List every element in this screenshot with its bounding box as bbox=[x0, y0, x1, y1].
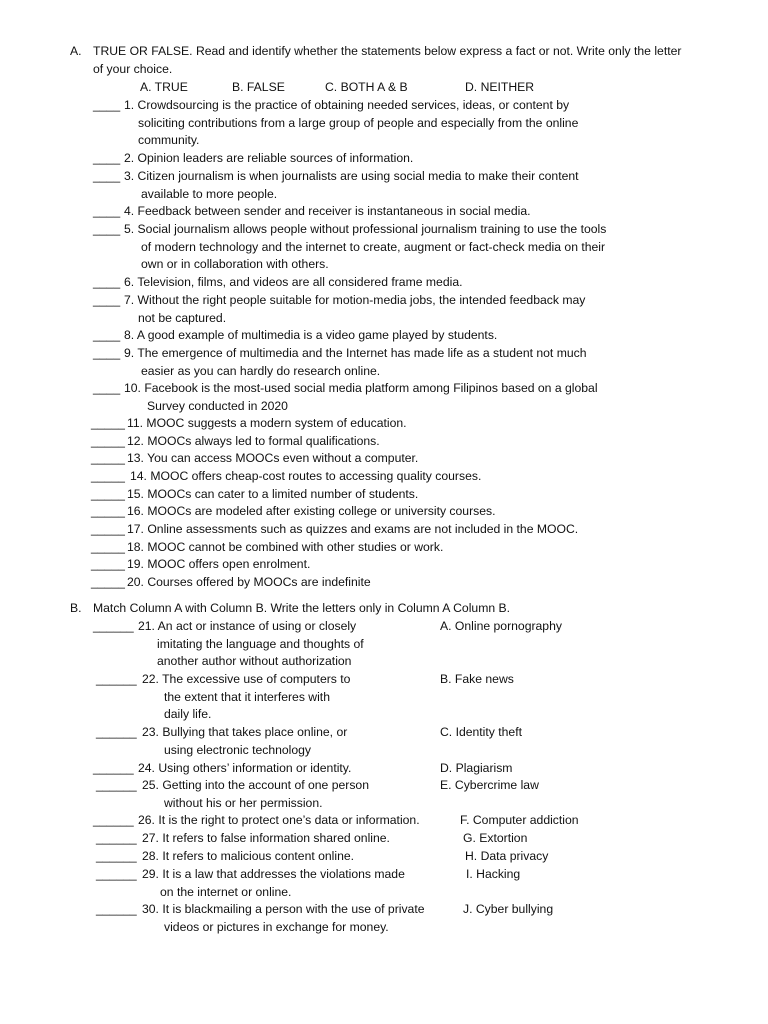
answer-blank-15: _____ bbox=[91, 487, 125, 501]
column-b-choice: G. Extortion bbox=[463, 831, 528, 845]
match-item-22-text-cont: the extent that it interferes with bbox=[164, 689, 330, 704]
match-item-22-text: 22. The excessive use of computers to bbox=[142, 672, 351, 686]
section-b-instruction: Match Column A with Column B. Write the letters only in Column A Column B. bbox=[93, 601, 511, 615]
question-17-text: 17. Online assessments such as quizzes and exams are not included in the MOOC. bbox=[127, 522, 579, 536]
match-item-22-text-cont: daily life. bbox=[164, 707, 212, 722]
question-10-text: 10. Facebook is the most-used social media platform among Filipinos based on a global bbox=[124, 381, 598, 395]
question-4-text: 4. Feedback between sender and receiver is instantaneous in social media. bbox=[124, 204, 531, 218]
answer-blank-25: ______ bbox=[96, 778, 137, 792]
answer-blank-8: ____ bbox=[93, 328, 121, 342]
question-19-text: 19. MOOC offers open enrolment. bbox=[127, 557, 311, 571]
section-a-instruction-cont: of your choice. bbox=[93, 62, 173, 76]
column-b-choice: B. Fake news bbox=[440, 672, 514, 686]
answer-blank-2: ____ bbox=[93, 151, 121, 165]
match-item-30-text: 30. It is blackmailing a person with the use of private bbox=[142, 902, 425, 916]
question-11-text: 11. MOOC suggests a modern system of education. bbox=[127, 416, 407, 430]
answer-blank-3: ____ bbox=[93, 169, 121, 183]
answer-blank-20: _____ bbox=[91, 575, 125, 589]
answer-blank-23: ______ bbox=[96, 725, 137, 739]
answer-blank-13: _____ bbox=[91, 451, 125, 465]
option-c: C. BOTH A & B bbox=[325, 80, 408, 94]
column-b-choice: C. Identity theft bbox=[440, 725, 522, 739]
answer-blank-16: _____ bbox=[91, 504, 125, 518]
answer-blank-24: ______ bbox=[93, 761, 134, 775]
question-20-text: 20. Courses offered by MOOCs are indefinite bbox=[127, 575, 371, 589]
column-b-choice: J. Cyber bullying bbox=[463, 902, 554, 916]
column-b-choice: E. Cybercrime law bbox=[440, 778, 539, 792]
answer-blank-17: _____ bbox=[91, 522, 125, 536]
match-item-30-text-cont: videos or pictures in exchange for money. bbox=[164, 919, 389, 934]
column-b-choice: A. Online pornography bbox=[440, 619, 562, 633]
answer-blank-11: _____ bbox=[91, 416, 125, 430]
match-item-27-text: 27. It refers to false information shared online. bbox=[142, 831, 390, 845]
question-1-text: 1. Crowdsourcing is the practice of obtaining needed services, ideas, or content by bbox=[124, 98, 570, 112]
section-b-letter: B. bbox=[70, 601, 82, 615]
question-3-text: 3. Citizen journalism is when journalists are using social media to make their content bbox=[124, 169, 579, 183]
match-item-26-text: 26. It is the right to protect one’s data or information. bbox=[138, 813, 420, 827]
match-item-29-text-cont: on the internet or online. bbox=[160, 884, 292, 899]
column-b-choice: F. Computer addiction bbox=[460, 813, 579, 827]
match-item-24-text: 24. Using others’ information or identity. bbox=[138, 761, 352, 775]
answer-blank-9: ____ bbox=[93, 346, 121, 360]
question-16-text: 16. MOOCs are modeled after existing college or university courses. bbox=[127, 504, 496, 518]
answer-blank-28: ______ bbox=[96, 849, 137, 863]
question-2-text: 2. Opinion leaders are reliable sources of information. bbox=[124, 151, 414, 165]
question-18-text: 18. MOOC cannot be combined with other studies or work. bbox=[127, 540, 444, 554]
question-5-text-cont: of modern technology and the internet to create, augment or fact-check media on their bbox=[141, 239, 606, 254]
question-10-text-cont: Survey conducted in 2020 bbox=[147, 398, 288, 413]
match-item-29-text: 29. It is a law that addresses the violations made bbox=[142, 867, 405, 881]
section-a-letter: A. bbox=[70, 44, 82, 58]
question-7-text-cont: not be captured. bbox=[138, 310, 227, 325]
question-12-text: 12. MOOCs always led to formal qualifications. bbox=[127, 434, 380, 448]
match-item-21-text: 21. An act or instance of using or closely bbox=[138, 619, 357, 633]
option-b: B. FALSE bbox=[232, 80, 285, 94]
answer-blank-10: ____ bbox=[93, 381, 121, 395]
answer-blank-12: _____ bbox=[91, 434, 125, 448]
option-a: A. TRUE bbox=[140, 80, 188, 94]
answer-blank-7: ____ bbox=[93, 293, 121, 307]
answer-blank-6: ____ bbox=[93, 275, 121, 289]
match-item-23-text: 23. Bullying that takes place online, or bbox=[142, 725, 348, 739]
column-b-choice: H. Data privacy bbox=[465, 849, 549, 863]
match-item-25-text: 25. Getting into the account of one person bbox=[142, 778, 369, 792]
answer-blank-27: ______ bbox=[96, 831, 137, 845]
answer-blank-29: ______ bbox=[96, 867, 137, 881]
answer-blank-22: ______ bbox=[96, 672, 137, 686]
question-1-text-cont: community. bbox=[138, 133, 200, 148]
answer-blank-26: ______ bbox=[93, 813, 134, 827]
answer-blank-5: ____ bbox=[93, 222, 121, 236]
column-b-choice: D. Plagiarism bbox=[440, 761, 513, 775]
question-6-text: 6. Television, films, and videos are all considered frame media. bbox=[124, 275, 463, 289]
match-item-21-text-cont: imitating the language and thoughts of bbox=[157, 636, 364, 651]
question-5-text-cont: own or in collaboration with others. bbox=[141, 257, 329, 272]
answer-blank-14: _____ bbox=[91, 469, 125, 483]
match-item-23-text-cont: using electronic technology bbox=[164, 742, 312, 757]
answer-blank-4: ____ bbox=[93, 204, 121, 218]
column-b-choice: I. Hacking bbox=[466, 867, 521, 881]
match-item-25-text-cont: without his or her permission. bbox=[164, 795, 323, 810]
question-9-text-cont: easier as you can hardly do research online. bbox=[141, 363, 381, 378]
answer-blank-18: _____ bbox=[91, 540, 125, 554]
section-a-instruction: TRUE OR FALSE. Read and identify whether the statements below express a fact or not. Write only the letter bbox=[93, 44, 682, 58]
answer-blank-19: _____ bbox=[91, 557, 125, 571]
question-9-text: 9. The emergence of multimedia and the Internet has made life as a student not much bbox=[124, 346, 587, 360]
question-13-text: 13. You can access MOOCs even without a computer. bbox=[127, 451, 419, 465]
question-15-text: 15. MOOCs can cater to a limited number of students. bbox=[127, 487, 419, 501]
question-7-text: 7. Without the right people suitable for motion-media jobs, the intended feedback may bbox=[124, 293, 586, 307]
answer-blank-21: ______ bbox=[93, 619, 134, 633]
match-item-28-text: 28. It refers to malicious content online. bbox=[142, 849, 355, 863]
question-3-text-cont: available to more people. bbox=[141, 186, 278, 201]
answer-blank-30: ______ bbox=[96, 902, 137, 916]
question-8-text: 8. A good example of multimedia is a video game played by students. bbox=[124, 328, 498, 342]
answer-blank-1: ____ bbox=[93, 98, 121, 112]
question-14-text: 14. MOOC offers cheap-cost routes to accessing quality courses. bbox=[130, 469, 482, 483]
match-item-21-text-cont: another author without authorization bbox=[157, 654, 352, 669]
question-1-text-cont: soliciting contributions from a large group of people and especially from the online bbox=[138, 115, 579, 130]
question-5-text: 5. Social journalism allows people without professional journalism training to use the tools bbox=[124, 222, 607, 236]
option-d: D. NEITHER bbox=[465, 80, 535, 94]
